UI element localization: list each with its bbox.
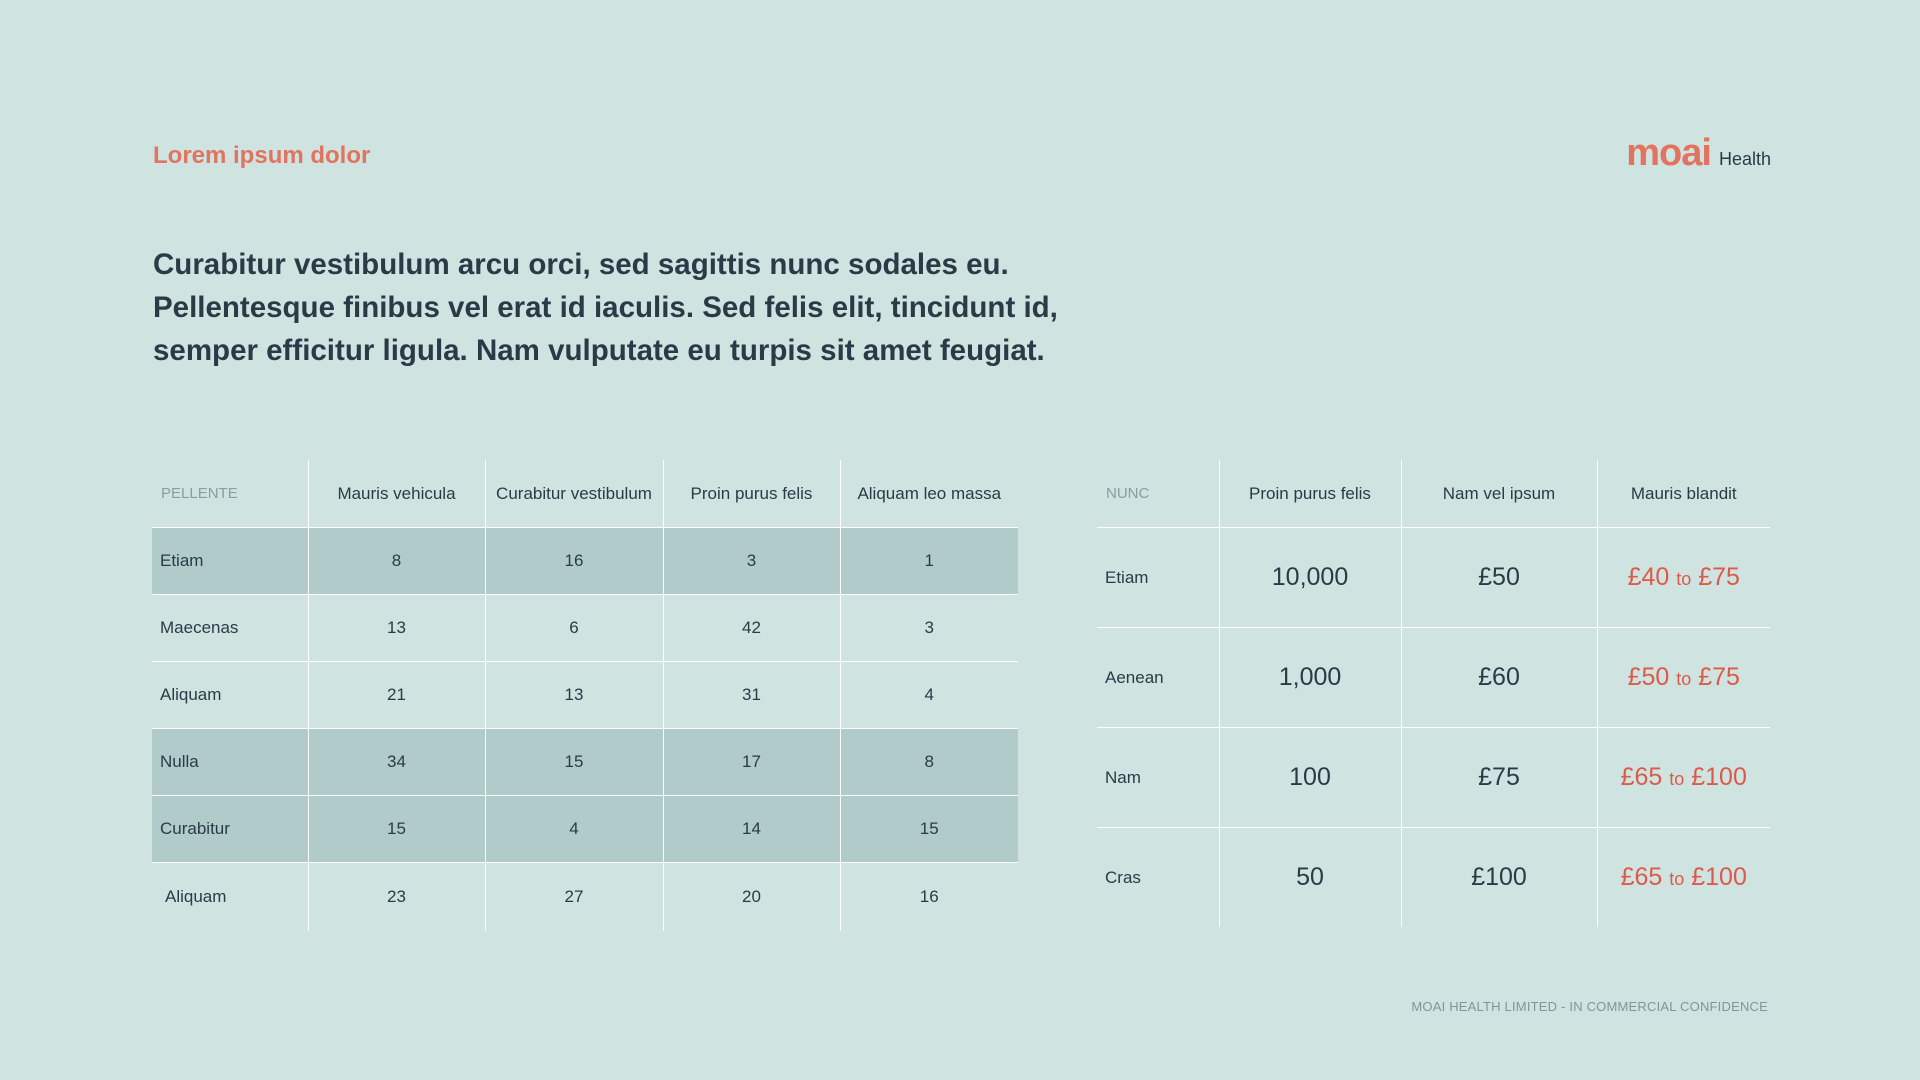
table-cell: 10,000 <box>1219 528 1401 628</box>
table-cell: 14 <box>663 796 840 863</box>
row-label: Nam <box>1097 728 1219 828</box>
table-row <box>1097 628 1770 728</box>
table-cell: 8 <box>308 528 485 595</box>
table-cell: 15 <box>840 796 1018 863</box>
column-header: Nam vel ipsum <box>1401 460 1597 528</box>
price-range <box>1597 528 1770 628</box>
table-cell: 3 <box>663 528 840 595</box>
confidentiality-footer: MOAI HEALTH LIMITED - IN COMMERCIAL CONFIDENCE <box>1411 999 1768 1014</box>
price-cell: £60 <box>1401 628 1597 728</box>
table-cell: 13 <box>308 595 485 662</box>
table-row <box>152 729 1018 796</box>
row-label: Aliquam <box>152 662 308 729</box>
table-cell: 3 <box>840 595 1018 662</box>
column-header: Proin purus felis <box>1219 460 1401 528</box>
table-cell: 17 <box>663 729 840 796</box>
range-to: £75 <box>1698 663 1740 691</box>
table-cell: 100 <box>1219 728 1401 828</box>
row-label: Maecenas <box>152 595 308 662</box>
logo-wordmark: moai <box>1626 132 1711 174</box>
column-header: Mauris blandit <box>1597 460 1770 528</box>
table-row <box>152 796 1018 863</box>
table-cell: 23 <box>308 863 485 932</box>
table-cell: 1 <box>840 528 1018 595</box>
range-from: £65 <box>1620 763 1663 791</box>
range-from: £50 <box>1627 663 1670 691</box>
range-to: £75 <box>1698 563 1740 591</box>
table-cell: 20 <box>663 863 840 932</box>
row-label: Etiam <box>1097 528 1219 628</box>
table-cell: 13 <box>485 662 663 729</box>
table-cell: 31 <box>663 662 840 729</box>
table-cell: 4 <box>485 796 663 863</box>
table-row <box>1097 528 1770 628</box>
table-cell: 15 <box>308 796 485 863</box>
lead-paragraph: Curabitur vestibulum arcu orci, sed sagittis nunc sodales eu. Pellentesque finibus vel erat id iaculis. Sed felis elit, tincidunt id, semper efficitur ligula. Nam vulputate eu turpis sit amet feugiat. <box>153 248 1058 367</box>
column-header: Proin purus felis <box>663 460 840 528</box>
column-header: Curabitur vestibulum <box>485 460 663 528</box>
comparison-table <box>152 460 1018 931</box>
row-label: Aenean <box>1097 628 1219 728</box>
table-row <box>1097 728 1770 828</box>
table-row <box>152 662 1018 729</box>
price-range <box>1597 828 1770 928</box>
table-header-row <box>1097 460 1770 528</box>
price-range <box>1597 728 1770 828</box>
range-to-word: to <box>1676 669 1692 689</box>
table-row <box>152 595 1018 662</box>
pricing-table <box>1097 460 1770 927</box>
table-cell: 42 <box>663 595 840 662</box>
table-cell: 50 <box>1219 828 1401 928</box>
section-kicker: Lorem ipsum dolor <box>153 142 371 169</box>
price-range <box>1597 628 1770 728</box>
table-header-row <box>152 460 1018 528</box>
table-cell: 15 <box>485 729 663 796</box>
column-header: NUNC <box>1097 460 1219 528</box>
range-to-word: to <box>1676 569 1692 589</box>
table-cell: 8 <box>840 729 1018 796</box>
column-header: Mauris vehicula <box>308 460 485 528</box>
table-cell: 1,000 <box>1219 628 1401 728</box>
range-from: £40 <box>1627 563 1670 591</box>
table-cell: 27 <box>485 863 663 932</box>
table-cell: 21 <box>308 662 485 729</box>
table-cell: 16 <box>485 528 663 595</box>
table-cell: 34 <box>308 729 485 796</box>
range-to: £100 <box>1691 763 1747 791</box>
row-label: Etiam <box>152 528 308 595</box>
logo-subtitle: Health <box>1718 149 1771 169</box>
row-label: Cras <box>1105 867 1141 887</box>
table-row <box>152 528 1018 595</box>
row-label: Curabitur <box>152 796 308 863</box>
table-cell: 16 <box>840 863 1018 932</box>
column-header: PELLENTE <box>152 460 308 528</box>
price-cell: £75 <box>1401 728 1597 828</box>
price-cell: £50 <box>1401 528 1597 628</box>
column-header: Aliquam leo massa <box>840 460 1018 528</box>
table-row <box>1097 828 1770 928</box>
range-to-word: to <box>1669 869 1685 889</box>
table-row <box>152 863 1018 932</box>
table-cell: 6 <box>485 595 663 662</box>
row-label: Aliquam <box>165 887 227 906</box>
range-to: £100 <box>1691 863 1747 891</box>
price-cell: £100 <box>1401 828 1597 928</box>
brand-logo <box>1626 134 1771 172</box>
range-to-word: to <box>1669 769 1685 789</box>
table-cell: 4 <box>840 662 1018 729</box>
range-from: £65 <box>1620 863 1663 891</box>
row-label: Nulla <box>152 729 308 796</box>
